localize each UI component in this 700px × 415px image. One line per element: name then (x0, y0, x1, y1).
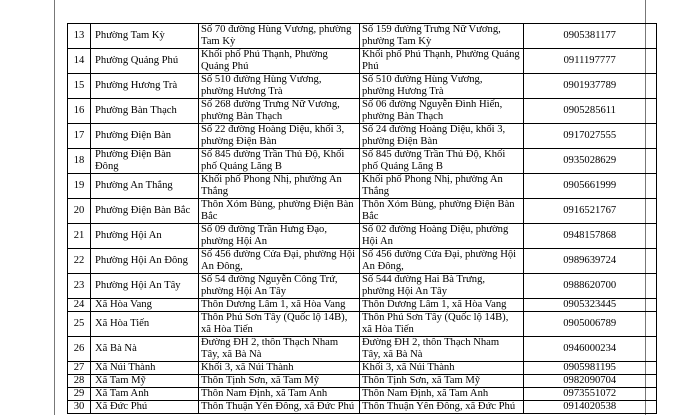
table-row (68, 375, 657, 388)
cell-text-line: Phường Quảng Phú (95, 55, 179, 66)
phone-cell: 0935028629 (523, 149, 656, 174)
table-row (68, 24, 657, 49)
address-2-cell (360, 174, 524, 199)
table-row (68, 274, 657, 299)
address-2-cell (360, 337, 524, 362)
address-1-cell (199, 337, 360, 362)
address-2-cell (360, 362, 524, 375)
table-row (68, 401, 657, 414)
cell-text-line: phường Điện Bàn (201, 136, 277, 147)
cell-text-line: Xã Bà Nà (95, 343, 137, 354)
ward-name-cell (91, 274, 199, 299)
cell-text-line: Thôn Nam Định, xã Tam Anh (201, 388, 328, 399)
cell-text-line: phố Quảng Lăng B (201, 161, 282, 172)
address-1-cell (199, 74, 360, 99)
cell-text-line: Phường Hội An Tây (95, 280, 181, 291)
cell-text-line: phường Bàn Thạch (362, 111, 444, 122)
phone-cell: 0914020538 (523, 401, 656, 414)
cell-text-line: xã Hòa Tiến (201, 324, 253, 335)
phone-cell: 0916521767 (523, 199, 656, 224)
cell-text-line: Số 845 đường Trần Thủ Độ, Khối (362, 149, 506, 160)
cell-text-line: phố Quảng Lăng B (362, 161, 443, 172)
ward-name-cell (91, 149, 199, 174)
row-number-cell: 16 (68, 99, 91, 124)
address-1-cell (199, 149, 360, 174)
cell-text-line: Phú (362, 61, 379, 72)
cell-text-line: Thôn Phú Sơn Tây (Quốc lộ 14B), (362, 312, 509, 323)
table-row (68, 99, 657, 124)
cell-text-line: Thắng (362, 186, 390, 197)
page-margin-line-left (54, 0, 55, 415)
ward-name-cell (91, 124, 199, 149)
cell-text-line: Phường Hội An Đông (95, 255, 188, 266)
phone-cell: 0911197777 (523, 49, 656, 74)
ward-name-cell (91, 337, 199, 362)
cell-text-line: Xã Tam Anh (95, 388, 149, 399)
row-number-cell: 13 (68, 24, 91, 49)
cell-text-line: Đường ĐH 2, thôn Thạch Nham (201, 337, 339, 348)
table-row (68, 337, 657, 362)
cell-text-line: Phường Điện Bàn (95, 149, 172, 160)
cell-text-line: Số 22 đường Hoàng Diệu, khối 3, (201, 124, 345, 135)
cell-text-line: An Đông, (201, 261, 243, 272)
cell-text-line: Số 845 đường Trần Thủ Độ, Khối (201, 149, 345, 160)
ward-name-cell (91, 24, 199, 49)
cell-text-line: xã Hòa Tiến (362, 324, 414, 335)
table-row (68, 249, 657, 274)
cell-text-line: Số 268 đường Trưng Nữ Vương, (201, 99, 340, 110)
address-2-cell (360, 49, 524, 74)
table-row (68, 362, 657, 375)
phone-cell: 0946000234 (523, 337, 656, 362)
row-number-cell: 27 (68, 362, 91, 375)
row-number-cell: 21 (68, 224, 91, 249)
cell-text-line: Xã Hòa Vang (95, 299, 152, 310)
cell-text-line: Xã Núi Thành (95, 362, 156, 373)
address-2-cell (360, 124, 524, 149)
ward-name-cell (91, 388, 199, 401)
cell-text-line: Thắng (201, 186, 229, 197)
cell-text-line: An Đông, (362, 261, 404, 272)
table-row (68, 224, 657, 249)
phone-cell: 0982090704 (523, 375, 656, 388)
address-1-cell (199, 124, 360, 149)
ward-name-cell (91, 249, 199, 274)
cell-text-line: phường Hương Trà (201, 86, 283, 97)
row-number-cell: 19 (68, 174, 91, 199)
row-number-cell: 30 (68, 401, 91, 414)
cell-text-line: Số 24 đường Hoàng Diệu, khối 3, (362, 124, 506, 135)
row-number-cell: 26 (68, 337, 91, 362)
address-1-cell (199, 312, 360, 337)
address-1-cell (199, 375, 360, 388)
ward-name-cell (91, 224, 199, 249)
cell-text-line: Thôn Tịnh Sơn, xã Tam Mỹ (362, 375, 481, 386)
address-1-cell (199, 388, 360, 401)
cell-text-line: Thôn Tịnh Sơn, xã Tam Mỹ (201, 375, 320, 386)
cell-text-line: Phường Tam Kỳ (95, 30, 165, 41)
table-row (68, 124, 657, 149)
cell-text-line: Số 510 đường Hùng Vương, (201, 74, 322, 85)
address-1-cell (199, 362, 360, 375)
cell-text-line: Khối 3, xã Núi Thành (362, 362, 455, 373)
address-2-cell (360, 312, 524, 337)
cell-text-line: Phường An Thắng (95, 180, 173, 191)
cell-text-line: Số 09 đường Trần Hưng Đạo, (201, 224, 327, 235)
cell-text-line: Đường ĐH 2, thôn Thạch Nham (362, 337, 500, 348)
table-row (68, 299, 657, 312)
cell-text-line: Bắc (201, 211, 218, 222)
address-1-cell (199, 224, 360, 249)
row-number-cell: 15 (68, 74, 91, 99)
table-row (68, 74, 657, 99)
cell-text-line: Số 54 đường Nguyễn Công Trứ, (201, 274, 338, 285)
cell-text-line: Số 159 đường Trưng Nữ Vương, (362, 24, 501, 35)
row-number-cell: 24 (68, 299, 91, 312)
address-2-cell (360, 74, 524, 99)
cell-text-line: Thôn Thuận Yên Đông, xã Đức Phú (362, 401, 516, 412)
address-2-cell (360, 224, 524, 249)
cell-text-line: Bắc (362, 211, 379, 222)
row-number-cell: 20 (68, 199, 91, 224)
cell-text-line: phường Hội An (201, 236, 268, 247)
table-row (68, 199, 657, 224)
cell-text-line: Thôn Thuận Yên Đông, xã Đức Phú (201, 401, 355, 412)
address-table (67, 23, 657, 414)
address-1-cell (199, 199, 360, 224)
cell-text-line: Tây, xã Bà Nà (201, 349, 262, 360)
phone-cell: 0973551072 (523, 388, 656, 401)
ward-name-cell (91, 49, 199, 74)
cell-text-line: phường Hội An Tây (201, 286, 287, 297)
address-1-cell (199, 299, 360, 312)
ward-name-cell (91, 199, 199, 224)
address-2-cell (360, 99, 524, 124)
phone-cell: 0905981195 (523, 362, 656, 375)
cell-text-line: phường Bàn Thạch (201, 111, 283, 122)
table-row (68, 149, 657, 174)
cell-text-line: phường Tam Kỳ (362, 36, 432, 47)
phone-cell: 0905006789 (523, 312, 656, 337)
ward-name-cell (91, 312, 199, 337)
table-row (68, 49, 657, 74)
cell-text-line: Tam Kỳ (201, 36, 236, 47)
address-2-cell (360, 299, 524, 312)
cell-text-line: Đông (95, 161, 119, 172)
address-1-cell (199, 274, 360, 299)
cell-text-line: Hội An (362, 236, 393, 247)
phone-cell: 0901937789 (523, 74, 656, 99)
ward-name-cell (91, 74, 199, 99)
cell-text-line: Xã Hòa Tiến (95, 318, 150, 329)
phone-cell: 0917027555 (523, 124, 656, 149)
table-row (68, 174, 657, 199)
row-number-cell: 17 (68, 124, 91, 149)
cell-text-line: Thôn Xóm Bùng, phường Điện Bàn (201, 199, 354, 210)
row-number-cell: 18 (68, 149, 91, 174)
phone-cell: 0988620700 (523, 274, 656, 299)
table-row (68, 388, 657, 401)
cell-text-line: phường Hội An Tây (362, 286, 448, 297)
cell-text-line: Thôn Xóm Bùng, phường Điện Bàn (362, 199, 515, 210)
cell-text-line: Thôn Phú Sơn Tây (Quốc lộ 14B), (201, 312, 348, 323)
row-number-cell: 28 (68, 375, 91, 388)
cell-text-line: phường Điện Bàn (362, 136, 438, 147)
table-row (68, 312, 657, 337)
cell-text-line: Số 510 đường Hùng Vương, (362, 74, 483, 85)
address-table-body (68, 24, 657, 414)
cell-text-line: Xã Đức Phú (95, 401, 148, 412)
address-1-cell (199, 249, 360, 274)
cell-text-line: Số 456 đường Cửa Đại, phường Hội (362, 249, 517, 260)
cell-text-line: Khối phố Phong Nhị, phường An (201, 174, 342, 185)
row-number-cell: 23 (68, 274, 91, 299)
address-1-cell (199, 401, 360, 414)
cell-text-line: Khối 3, xã Núi Thành (201, 362, 294, 373)
address-2-cell (360, 388, 524, 401)
cell-text-line: Quảng Phú (201, 61, 249, 72)
row-number-cell: 29 (68, 388, 91, 401)
cell-text-line: Số 456 đường Cửa Đại, phường Hội (201, 249, 356, 260)
cell-text-line: Phường Hội An (95, 230, 162, 241)
cell-text-line: Phường Điện Bàn (95, 130, 172, 141)
cell-text-line: Phường Bàn Thạch (95, 105, 177, 116)
cell-text-line: Xã Tam Mỹ (95, 375, 146, 386)
address-2-cell (360, 199, 524, 224)
phone-cell: 0905381177 (523, 24, 656, 49)
row-number-cell: 22 (68, 249, 91, 274)
cell-text-line: Số 02 đường Hoàng Diệu, phường (362, 224, 509, 235)
address-2-cell (360, 149, 524, 174)
ward-name-cell (91, 375, 199, 388)
ward-name-cell (91, 299, 199, 312)
phone-cell: 0905661999 (523, 174, 656, 199)
row-number-cell: 25 (68, 312, 91, 337)
address-2-cell (360, 274, 524, 299)
cell-text-line: Số 06 đường Nguyễn Đình Hiến, (362, 99, 503, 110)
phone-cell: 0989639724 (523, 249, 656, 274)
ward-name-cell (91, 362, 199, 375)
cell-text-line: Tây, xã Bà Nà (362, 349, 423, 360)
phone-cell: 0905285611 (523, 99, 656, 124)
cell-text-line: Khối phố Phong Nhị, phường An (362, 174, 503, 185)
address-2-cell (360, 24, 524, 49)
ward-name-cell (91, 174, 199, 199)
phone-cell: 0905323445 (523, 299, 656, 312)
address-1-cell (199, 24, 360, 49)
cell-text-line: Khối phố Phú Thạnh, Phường Quảng (362, 49, 520, 60)
address-1-cell (199, 174, 360, 199)
address-1-cell (199, 49, 360, 74)
cell-text-line: Số 544 đường Hai Bà Trưng, (362, 274, 486, 285)
cell-text-line: Thôn Nam Định, xã Tam Anh (362, 388, 489, 399)
address-2-cell (360, 401, 524, 414)
cell-text-line: Khối phố Phú Thạnh, Phường (201, 49, 328, 60)
ward-name-cell (91, 99, 199, 124)
cell-text-line: phường Hương Trà (362, 86, 444, 97)
ward-name-cell (91, 401, 199, 414)
cell-text-line: Thôn Dương Lâm 1, xã Hòa Vang (362, 299, 507, 310)
row-number-cell: 14 (68, 49, 91, 74)
cell-text-line: Phường Điện Bàn Bắc (95, 205, 191, 216)
cell-text-line: Phường Hương Trà (95, 80, 178, 91)
address-2-cell (360, 249, 524, 274)
phone-cell: 0948157868 (523, 224, 656, 249)
cell-text-line: Thôn Dương Lâm 1, xã Hòa Vang (201, 299, 346, 310)
address-2-cell (360, 375, 524, 388)
cell-text-line: Số 70 đường Hùng Vương, phường (201, 24, 352, 35)
address-1-cell (199, 99, 360, 124)
